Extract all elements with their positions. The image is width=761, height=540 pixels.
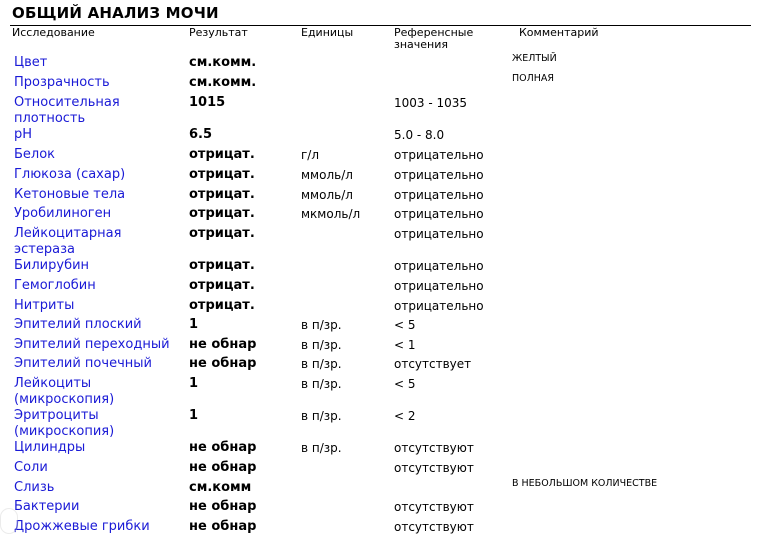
cell-result: отрицат. [189, 298, 255, 313]
cell-name: Эпителий почечный [14, 356, 152, 371]
header-reference-line2: значения [394, 38, 449, 51]
cell-name: Лейкоциты (микроскопия) [14, 376, 115, 407]
cell-result: см.комм [189, 480, 252, 495]
cell-result: не обнар [189, 499, 257, 514]
cell-name: Лейкоцитарная эстераза [14, 226, 122, 257]
cell-name: Эпителий плоский [14, 317, 142, 332]
header-reference-line1: Референсные [394, 26, 474, 39]
cell-result: см.комм. [189, 55, 257, 70]
cell-name: pH [14, 127, 33, 142]
cell-reference: отрицательно [394, 279, 484, 293]
cell-result: не обнар [189, 356, 257, 371]
cell-name: Нитриты [14, 298, 75, 313]
watermark-mark [0, 508, 18, 534]
cell-result: отрицат. [189, 167, 255, 182]
cell-units: ммоль/л [301, 168, 353, 182]
cell-units: мкмоль/л [301, 207, 361, 221]
cell-reference: отрицательно [394, 227, 484, 241]
cell-name: Эритроциты (микроскопия) [14, 408, 115, 439]
cell-units: в п/зр. [301, 338, 342, 352]
cell-units: в п/зр. [301, 318, 342, 332]
report-title: ОБЩИЙ АНАЛИЗ МОЧИ [12, 4, 219, 22]
cell-reference: отсутствуют [394, 520, 474, 534]
cell-comment: ЖЕЛТЫЙ [512, 53, 557, 64]
header-test: Исследование [12, 26, 95, 39]
cell-reference: < 2 [394, 409, 416, 423]
header-units: Единицы [301, 26, 354, 39]
cell-result: не обнар [189, 460, 257, 475]
cell-name: Соли [14, 460, 48, 475]
cell-reference: отрицательно [394, 299, 484, 313]
cell-result: не обнар [189, 440, 257, 455]
cell-reference: отрицательно [394, 168, 484, 182]
header-result: Результат [189, 26, 248, 39]
cell-name: Относительная плотность [14, 95, 120, 126]
cell-name: Прозрачность [14, 75, 110, 90]
cell-result: отрицат. [189, 226, 255, 241]
cell-reference: < 5 [394, 377, 416, 391]
cell-result: не обнар [189, 337, 257, 352]
cell-comment: В НЕБОЛЬШОМ КОЛИЧЕСТВЕ [512, 478, 658, 489]
header-divider [10, 25, 751, 26]
cell-units: в п/зр. [301, 377, 342, 391]
cell-comment: ПОЛНАЯ [512, 73, 555, 84]
cell-units: в п/зр. [301, 409, 342, 423]
cell-result: см.комм. [189, 75, 257, 90]
header-comment: Комментарий [519, 26, 599, 39]
cell-result: не обнар [189, 519, 257, 534]
cell-reference: отсутствуют [394, 441, 474, 455]
cell-name: Цилиндры [14, 440, 86, 455]
cell-result: отрицат. [189, 187, 255, 202]
cell-result: отрицат. [189, 258, 255, 273]
cell-result: отрицат. [189, 278, 255, 293]
cell-reference: 1003 - 1035 [394, 96, 468, 110]
cell-result: отрицат. [189, 206, 255, 221]
cell-reference: отрицательно [394, 207, 484, 221]
cell-units: в п/зр. [301, 357, 342, 371]
cell-reference: отсутствуют [394, 500, 474, 514]
cell-result: 1 [189, 408, 199, 423]
cell-reference: отрицательно [394, 148, 484, 162]
cell-name: Глюкоза (сахар) [14, 167, 126, 182]
cell-reference: отсутствует [394, 357, 472, 371]
cell-result: 1 [189, 317, 199, 332]
cell-name: Цвет [14, 55, 48, 70]
cell-name: Слизь [14, 480, 55, 495]
cell-name: Уробилиноген [14, 206, 112, 221]
cell-units: в п/зр. [301, 441, 342, 455]
cell-reference: < 5 [394, 318, 416, 332]
cell-name: Дрожжевые грибки [14, 519, 150, 534]
cell-result: 1015 [189, 95, 226, 110]
cell-name: Бактерии [14, 499, 80, 514]
cell-name: Эпителий переходный [14, 337, 170, 352]
cell-units: ммоль/л [301, 188, 353, 202]
cell-name: Кетоновые тела [14, 187, 126, 202]
cell-result: 6.5 [189, 127, 213, 142]
cell-name: Гемоглобин [14, 278, 96, 293]
cell-reference: отрицательно [394, 259, 484, 273]
cell-reference: < 1 [394, 338, 416, 352]
cell-reference: отрицательно [394, 188, 484, 202]
header-reference [394, 27, 473, 51]
cell-units: г/л [301, 148, 320, 162]
cell-result: 1 [189, 376, 199, 391]
cell-reference: 5.0 - 8.0 [394, 128, 445, 142]
cell-name: Билирубин [14, 258, 90, 273]
cell-name: Белок [14, 147, 56, 162]
cell-reference: отсутствуют [394, 461, 474, 475]
cell-result: отрицат. [189, 147, 255, 162]
